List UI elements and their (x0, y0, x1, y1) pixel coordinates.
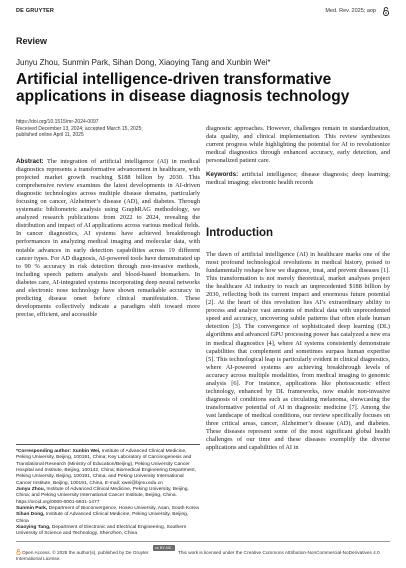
abstract-text: The integration of artificial intelligence (AI) in medical diagnostics represents a transformative advancement in healthcare, with projected market growth reaching $188 billion by 2030. This comprehensive review examines the latest developments in AI-driven diagnostic technologies across multiple disease domains, particularly focusing on cancer, Alzheimer’s disease (AD), and diabetes. Through systematic bibliometric analysis using GraphRAG methodology, we analyzed research publications from 2022 to 2024, revealing the distribution and impact of AI applications across various medical fields. In cancer diagnostics, AI systems have achieved breakthrough performances in analyzing medical imaging and molecular data, with notable advances in early detection capabilities across 19 different cancer types. For AD diagnosis, AI-powered tools have demonstrated up to 90 % accuracy in risk detection through non-invasive methods, including speech pattern analysis and blood-based biomarkers. In diabetes care, AI-integrated systems incorporating deep neural networks and electronic nose technology have shown remarkable accuracy in predicting disease onset before clinical manifestation. These developments collectively indicate a paradigm shift toward more precise, efficient, and accessible (16, 158, 200, 318)
affiliation-text: Institute of Advanced Clinical Medicine, Peking University, Beijing, China; and Peking University International Cancer Institute, Beijing, China. https://orcid.org/0000-0001-5931-1477 (16, 487, 189, 505)
article-metadata (16, 119, 143, 139)
author-affiliation (16, 525, 200, 538)
correspondence-divider (16, 444, 200, 445)
page-header (16, 8, 390, 18)
author-affiliation (16, 512, 200, 525)
license-text: This work is licensed under the Creative Commons Attribution-NonCommercial-NoDerivatives 4.0 International License. (16, 550, 380, 561)
page-footer (16, 545, 390, 562)
introduction-heading: Introduction (206, 227, 274, 239)
open-access-label: Open Access. (22, 550, 51, 555)
affiliation-text: Institute of Advanced Clinical Medicine, Peking University, Beijing, China (16, 512, 189, 524)
introduction-text: The dawn of artificial intelligence (AI) in healthcare marks one of the most profound technological revolutions in medical history, poised to fundamentally reshape how we diagnose, treat, and prevent diseases [1]. This transformation is not merely theoretical, market analyses project the healthcare AI industry to reach an unprecedented $188 billion by 2030, reflecting both its current impact and enormous future potential [2]. At the heart of this revolution lies AI’s extraordinary ability to process and analyze vast amounts of medical data with unprecedented speed and accuracy, uncovering subtle patterns that often elude human detection [3]. The convergence of sophisticated deep learning (DL) algorithms and advanced GPU processing power has catalyzed a new era in medical diagnostics [4], where AI systems consistently demonstrate capabilities that complement and sometimes surpass human expertise [5]. This technological leap is particularly evident in clinical diagnostics, where AI-powered systems are achieving breakthrough levels of accuracy across multiple modalities, from medical imaging to genomic analysis [6]. For instance, applications like photoacoustic effect technology, enhanced by DL frameworks, now enable non-invasive diagnosis of conditions such as circulating melanoma, showcasing the transformative potential of AI in diagnostic medicine [7]. Among the vast landscape of medical conditions, our review specifically focuses on three critical areas, cancer, Alzheimer’s disease (AD), and diabetes. These diseases represent some of the most significant global health challenges of our time and these diseases exemplify the diverse applications and capabilities of AI in (206, 251, 390, 452)
open-access-lock-icon (16, 549, 21, 555)
keywords-block (206, 171, 390, 187)
abstract-continuation: diagnostic approaches. However, challenges remain in standardization, data quality, and clinical implementation. This review synthesizes current progress while highlighting the potential for AI to revolutionize medical diagnostics through enhanced accuracy, early detection, and personalized patient care. (206, 125, 390, 165)
corresponding-author-label: *Corresponding author: Xunbin Wei, (16, 449, 101, 454)
author-name: Sunmin Park, (16, 506, 48, 512)
open-access-lock-icon (382, 7, 390, 16)
author-name: Sihan Dong, (16, 512, 45, 518)
published-date: published online April 11, 2025 (16, 132, 84, 139)
footer-divider (16, 541, 390, 542)
keywords-text: artificial intelligence; disease diagnosis; deep learning; medical imaging; electronic health records (206, 171, 390, 187)
corresponding-author (16, 449, 200, 487)
author-affiliation (16, 487, 200, 506)
corresponding-author-affiliation: Institute of Advanced Clinical Medicine, Peking University, Beijing, 100191, China; Key Laboratory of Carcinogenesis and Translational Research (Ministry of Education/Beijing), Peking University Cancer Hospital and Institute, Beijing, 100142, China; Biomedical Engineering Department, Peking University, Beijing, 100191, China; and Peking University International Cancer Institute, Beijing, 100191, China, E-mail: xwei@bjmu.edu.cn (16, 449, 196, 486)
copyright-text: © 2025 the author(s), published by De Gruyter. (52, 550, 150, 555)
abstract-label: Abstract: (16, 158, 44, 165)
keywords-label: Keywords: (206, 171, 239, 179)
abstract-continuation-block (206, 125, 390, 187)
article-type-label: Review (16, 36, 48, 46)
journal-reference: Med. Rev. 2025; aop (325, 8, 376, 14)
affiliation-text: Department of Electronic and Electrical Engineering, Southern University of Science and Technology, Shenzhen, China (16, 525, 187, 537)
author-name: Xiaoying Tang, (16, 525, 51, 531)
abstract-block (16, 158, 200, 319)
received-accepted-dates: Received December 13, 2024; accepted March 15, 2025; (16, 125, 143, 132)
article-title: Artificial intelligence-driven transformative applications in disease diagnosis technology (16, 71, 350, 105)
author-name: Junyu Zhou, (16, 487, 46, 493)
publisher-name: DE GRUYTER (16, 8, 55, 14)
doi-link[interactable]: https://doi.org/10.1515/mr-2024-0097 (16, 119, 99, 125)
correspondence-block (16, 449, 200, 538)
author-list: Junyu Zhou, Sunmin Park, Sihan Dong, Xiaoying Tang and Xunbin Wei* (16, 58, 271, 67)
affiliation-text: Department of Bioconvergence, Hoseo University, Asan, South Korea (47, 506, 199, 512)
creative-commons-badge[interactable]: cc BY-NC-ND (153, 545, 175, 551)
